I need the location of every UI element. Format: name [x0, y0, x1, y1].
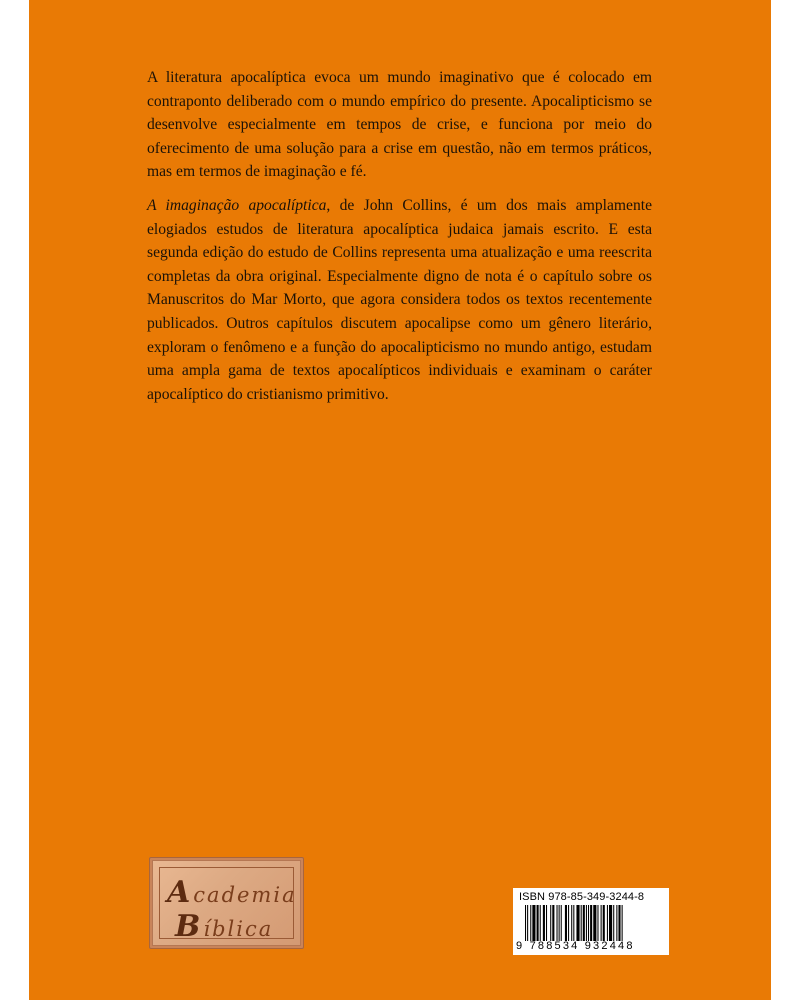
isbn-barcode: [513, 888, 669, 955]
barcode-bar: [586, 905, 587, 941]
blurb-paragraph-1: A literatura apocalíptica evoca um mundo imaginativo que é colocado em contraponto deliberado com o mundo empírico do presente. Apocalipticismo se desenvolve especialmente em tempos de crise, e funciona por meio do oferecimento de uma solução para a crise em questão, não em termos práticos, mas em termos de imaginação e fé.: [147, 69, 652, 181]
barcode-bar: [565, 905, 567, 941]
book-title: A imaginação apocalíptica: [147, 196, 327, 214]
barcode-bar: [607, 905, 608, 941]
barcode-bar: [532, 905, 535, 941]
barcode-bar: [552, 905, 554, 941]
logo-line-biblica: [175, 909, 322, 944]
barcode-bar: [557, 905, 558, 941]
isbn-label: ISBN 978-85-349-3244-8: [519, 891, 645, 903]
barcode-bar: [616, 905, 617, 941]
barcode-bar: [618, 905, 620, 941]
blurb-paragraph-2: [147, 194, 652, 406]
barcode-bar: [525, 905, 526, 941]
logo-plate: [152, 860, 301, 946]
logo-initial-b: B: [175, 909, 203, 944]
barcode-bar: [613, 905, 614, 941]
barcode-bar: [550, 905, 551, 941]
barcode-bar: [568, 905, 569, 941]
barcode-bars: [525, 905, 663, 941]
barcode-bar: [561, 905, 562, 941]
blurb-paragraph-2-text: , de John Collins, é um dos mais amplamente elogiados estudos de literatura apocalíptica judaica jamais escrito. E esta segunda edição do estudo de Collins representa uma atualização e uma reescrita completas da obra original. Especialmente digno de nota é o capítulo sobre os Manuscritos do Mar Morto, que agora considera todos os textos recentemente publicados. Outros capítulos discutem apocalipse como um gênero literário, exploram o fenômeno e a função do apocalipticismo no mundo antigo, estudam uma ampla gama de textos apocalípticos individuais e examinam o caráter apocalíptico do cristianismo primitivo.: [147, 196, 652, 403]
barcode-bar: [559, 905, 560, 941]
logo-initial-a: A: [167, 875, 193, 910]
logo-word-academia: cademia: [193, 883, 297, 907]
barcode-bar: [593, 905, 596, 941]
barcode-bar: [546, 905, 547, 941]
barcode-bar: [590, 905, 592, 941]
barcode-bar: [588, 905, 589, 941]
barcode-bar: [576, 905, 579, 941]
academia-biblica-logo: [149, 857, 304, 949]
barcode-bar: [527, 905, 528, 941]
barcode-bar: [543, 905, 545, 941]
barcode-bar: [581, 905, 582, 941]
barcode-bar: [622, 905, 623, 941]
barcode-bar: [609, 905, 612, 941]
logo-word-biblica: íblica: [203, 917, 274, 941]
barcode-bar: [540, 905, 541, 941]
barcode-bar: [597, 905, 598, 941]
logo-line-academia: [167, 875, 314, 910]
barcode-digits: 9 788534 932448: [516, 940, 635, 952]
barcode-bar: [571, 905, 572, 941]
barcode-bar: [530, 905, 531, 941]
barcode-bar: [573, 905, 574, 941]
barcode-bar: [583, 905, 585, 941]
barcode-bar: [537, 905, 539, 941]
barcode-bar: [603, 905, 605, 941]
blurb: [147, 66, 652, 416]
barcode-bar: [601, 905, 602, 941]
